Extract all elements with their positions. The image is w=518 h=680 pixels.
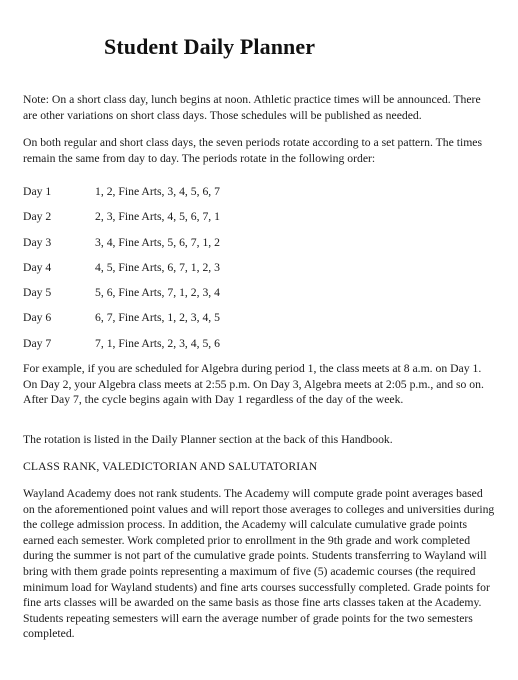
period-order: 7, 1, Fine Arts, 2, 3, 4, 5, 6 (95, 336, 220, 350)
rotation-row (23, 235, 323, 260)
rotation-row (23, 336, 323, 361)
period-order: 1, 2, Fine Arts, 3, 4, 5, 6, 7 (95, 185, 220, 198)
rotation-row (23, 184, 323, 209)
period-order: 4, 5, Fine Arts, 6, 7, 1, 2, 3 (95, 260, 220, 274)
section-heading: CLASS RANK, VALEDICTORIAN AND SALUTATORIAN (23, 460, 318, 473)
day-label: Day 4 (23, 260, 52, 274)
rotation-row (23, 285, 323, 310)
example-paragraph: For example, if you are scheduled for Algebra during period 1, the class meets at 8 a.m. on Day 1. On Day 2, your Algebra class meets at 2:55 p.m. On Day 3, Algebra meets at 2:05 p.m., and so on. After Day 7, the cycle begins again with Day 1 regardless of the day of the week. (23, 362, 484, 407)
period-order: 2, 3, Fine Arts, 4, 5, 6, 7, 1 (95, 210, 220, 224)
rotation-row (23, 260, 323, 285)
handbook-reference-paragraph: The rotation is listed in the Daily Planner section at the back of this Handbook. (23, 433, 393, 446)
rotation-row (23, 310, 323, 335)
day-label: Day 1 (23, 185, 52, 198)
day-label: Day 2 (23, 210, 52, 224)
day-label: Day 7 (23, 336, 52, 350)
note-paragraph: Note: On a short class day, lunch begins at noon. Athletic practice times will be announced. There are other variations on short class days. Those schedules will be published as needed. (23, 93, 481, 122)
day-label: Day 6 (23, 311, 52, 325)
rotation-intro-paragraph: On both regular and short class days, the seven periods rotate according to a set pattern. The times remain the same from day to day. The periods rotate in the following order: (23, 136, 483, 165)
page-title: Student Daily Planner (104, 34, 316, 59)
day-label: Day 5 (23, 286, 52, 300)
class-rank-paragraph: Wayland Academy does not rank students. The Academy will compute grade point averages based on the aforementioned point values and will report those averages to colleges and universities during the college admission process. In addition, the Academy will calculate cumulative grade points earned each semester. Work completed prior to enrollment in the 9th grade and work completed during the summer is not part of the cumulative grade points. Students transferring to Wayland will bring with them grade points representing a maximum of five (5) academic courses (the required minimum load for Wayland students) and fine arts courses successfully completed. Grade points for fine arts classes will be awarded on the same basis as those fine arts classes taken at the Academy. Students repeating semesters will earn the average number of grade points for the two semesters completed. (23, 487, 495, 641)
period-order: 5, 6, Fine Arts, 7, 1, 2, 3, 4 (95, 286, 220, 300)
period-order: 6, 7, Fine Arts, 1, 2, 3, 4, 5 (95, 311, 220, 325)
rotation-row (23, 209, 323, 234)
day-label: Day 3 (23, 235, 52, 249)
period-order: 3, 4, Fine Arts, 5, 6, 7, 1, 2 (95, 235, 220, 249)
rotation-list (23, 184, 323, 361)
